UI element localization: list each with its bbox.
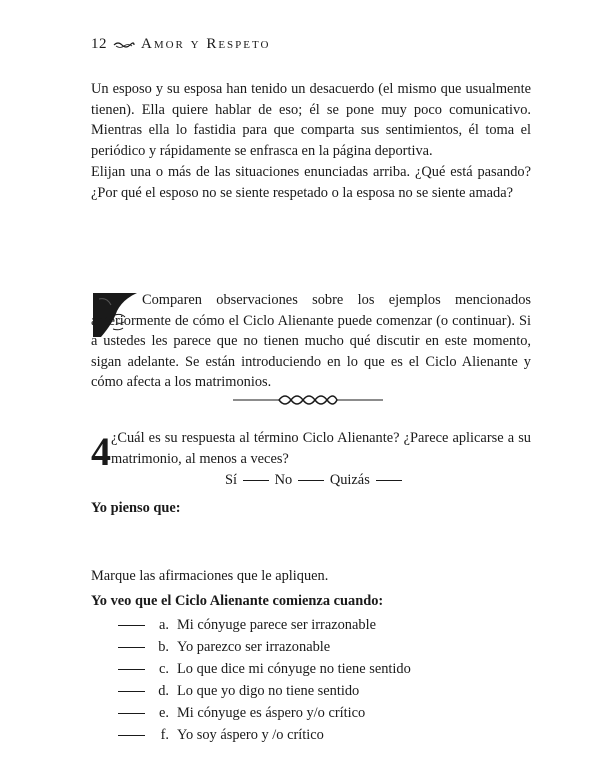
checklist-blank[interactable]	[118, 691, 145, 692]
item-text: Yo soy áspero y /o crítico	[177, 727, 324, 743]
item-letter: c.	[159, 661, 169, 677]
checklist-blank[interactable]	[118, 713, 145, 714]
comparison-paragraph	[91, 290, 531, 393]
question-4	[91, 428, 531, 474]
answer-no-label: No	[274, 472, 293, 488]
answer-si-blank[interactable]	[243, 480, 269, 481]
instruction-text: Marque las afirmaciones que le apliquen.	[91, 568, 329, 584]
checklist-item	[118, 658, 411, 680]
header-ornament-icon	[113, 40, 135, 50]
comparison-text: Comparen observaciones sobre los ejemplos mencionados anteriormente de cómo el Ciclo Alienante puede comenzar (o continuar). Si a ustedes les parece que no tienen mucho qué discutir en este momento, sigan adelante. Se están introduciendo en lo que es el Ciclo Alienante y cómo afecta a los matrimonios.	[91, 292, 531, 390]
running-header	[91, 36, 270, 53]
answer-quizas-blank[interactable]	[376, 480, 402, 481]
answer-no-blank[interactable]	[298, 480, 324, 481]
item-letter: e.	[159, 705, 169, 721]
item-text: Yo parezco ser irrazonable	[177, 639, 331, 655]
checklist-item	[118, 636, 411, 658]
checklist-blank[interactable]	[118, 669, 145, 670]
item-letter: a.	[159, 617, 169, 633]
item-text: Lo que dice mi cónyuge no tiene sentido	[177, 661, 411, 677]
book-title: Amor y Respeto	[141, 36, 271, 52]
checklist-item	[118, 702, 411, 724]
item-text: Lo que yo digo no tiene sentido	[177, 683, 360, 699]
question-number: 4	[91, 429, 111, 474]
icon-indent	[91, 294, 142, 304]
item-text: Mi cónyuge parece ser irrazonable	[177, 617, 376, 633]
item-letter: f.	[160, 727, 169, 743]
question-text: ¿Cuál es su respuesta al término Ciclo Alienante? ¿Parece aplicarse a su matrimonio, al menos a veces?	[111, 430, 531, 467]
section-divider-ornament-icon	[233, 389, 383, 411]
checklist-item	[118, 680, 411, 702]
checklist-blank[interactable]	[118, 625, 145, 626]
item-text: Mi cónyuge es áspero y/o crítico	[177, 705, 366, 721]
scenario-paragraph: Un esposo y su esposa han tenido un desacuerdo (el mismo que usualmente tienen). Ella quiere hablar de eso; él se pone muy poco comunicativo. Mientras ella lo fastidia para que comparta sus sentimientos, él toma el periódico y rápidamente se enfrasca en la página deportiva.	[91, 81, 531, 159]
item-letter: b.	[158, 639, 169, 655]
yo-pienso-label: Yo pienso que:	[91, 500, 181, 516]
checklist	[118, 614, 411, 746]
checklist-heading: Yo veo que el Ciclo Alienante comienza cuando:	[91, 593, 384, 609]
answer-si-label: Sí	[225, 472, 238, 488]
checklist-item	[118, 614, 411, 636]
answer-quizas-label: Quizás	[329, 472, 370, 488]
page-number: 12	[91, 36, 107, 52]
checklist-blank[interactable]	[118, 735, 145, 736]
checklist-item	[118, 724, 411, 746]
discussion-paragraph: Elijan una o más de las situaciones enunciadas arriba. ¿Qué está pasando? ¿Por qué el esposo no se siente respetado o la esposa no se siente amada?	[91, 164, 531, 201]
answer-choices	[225, 472, 404, 489]
item-letter: d.	[158, 683, 169, 699]
checklist-blank[interactable]	[118, 647, 145, 648]
